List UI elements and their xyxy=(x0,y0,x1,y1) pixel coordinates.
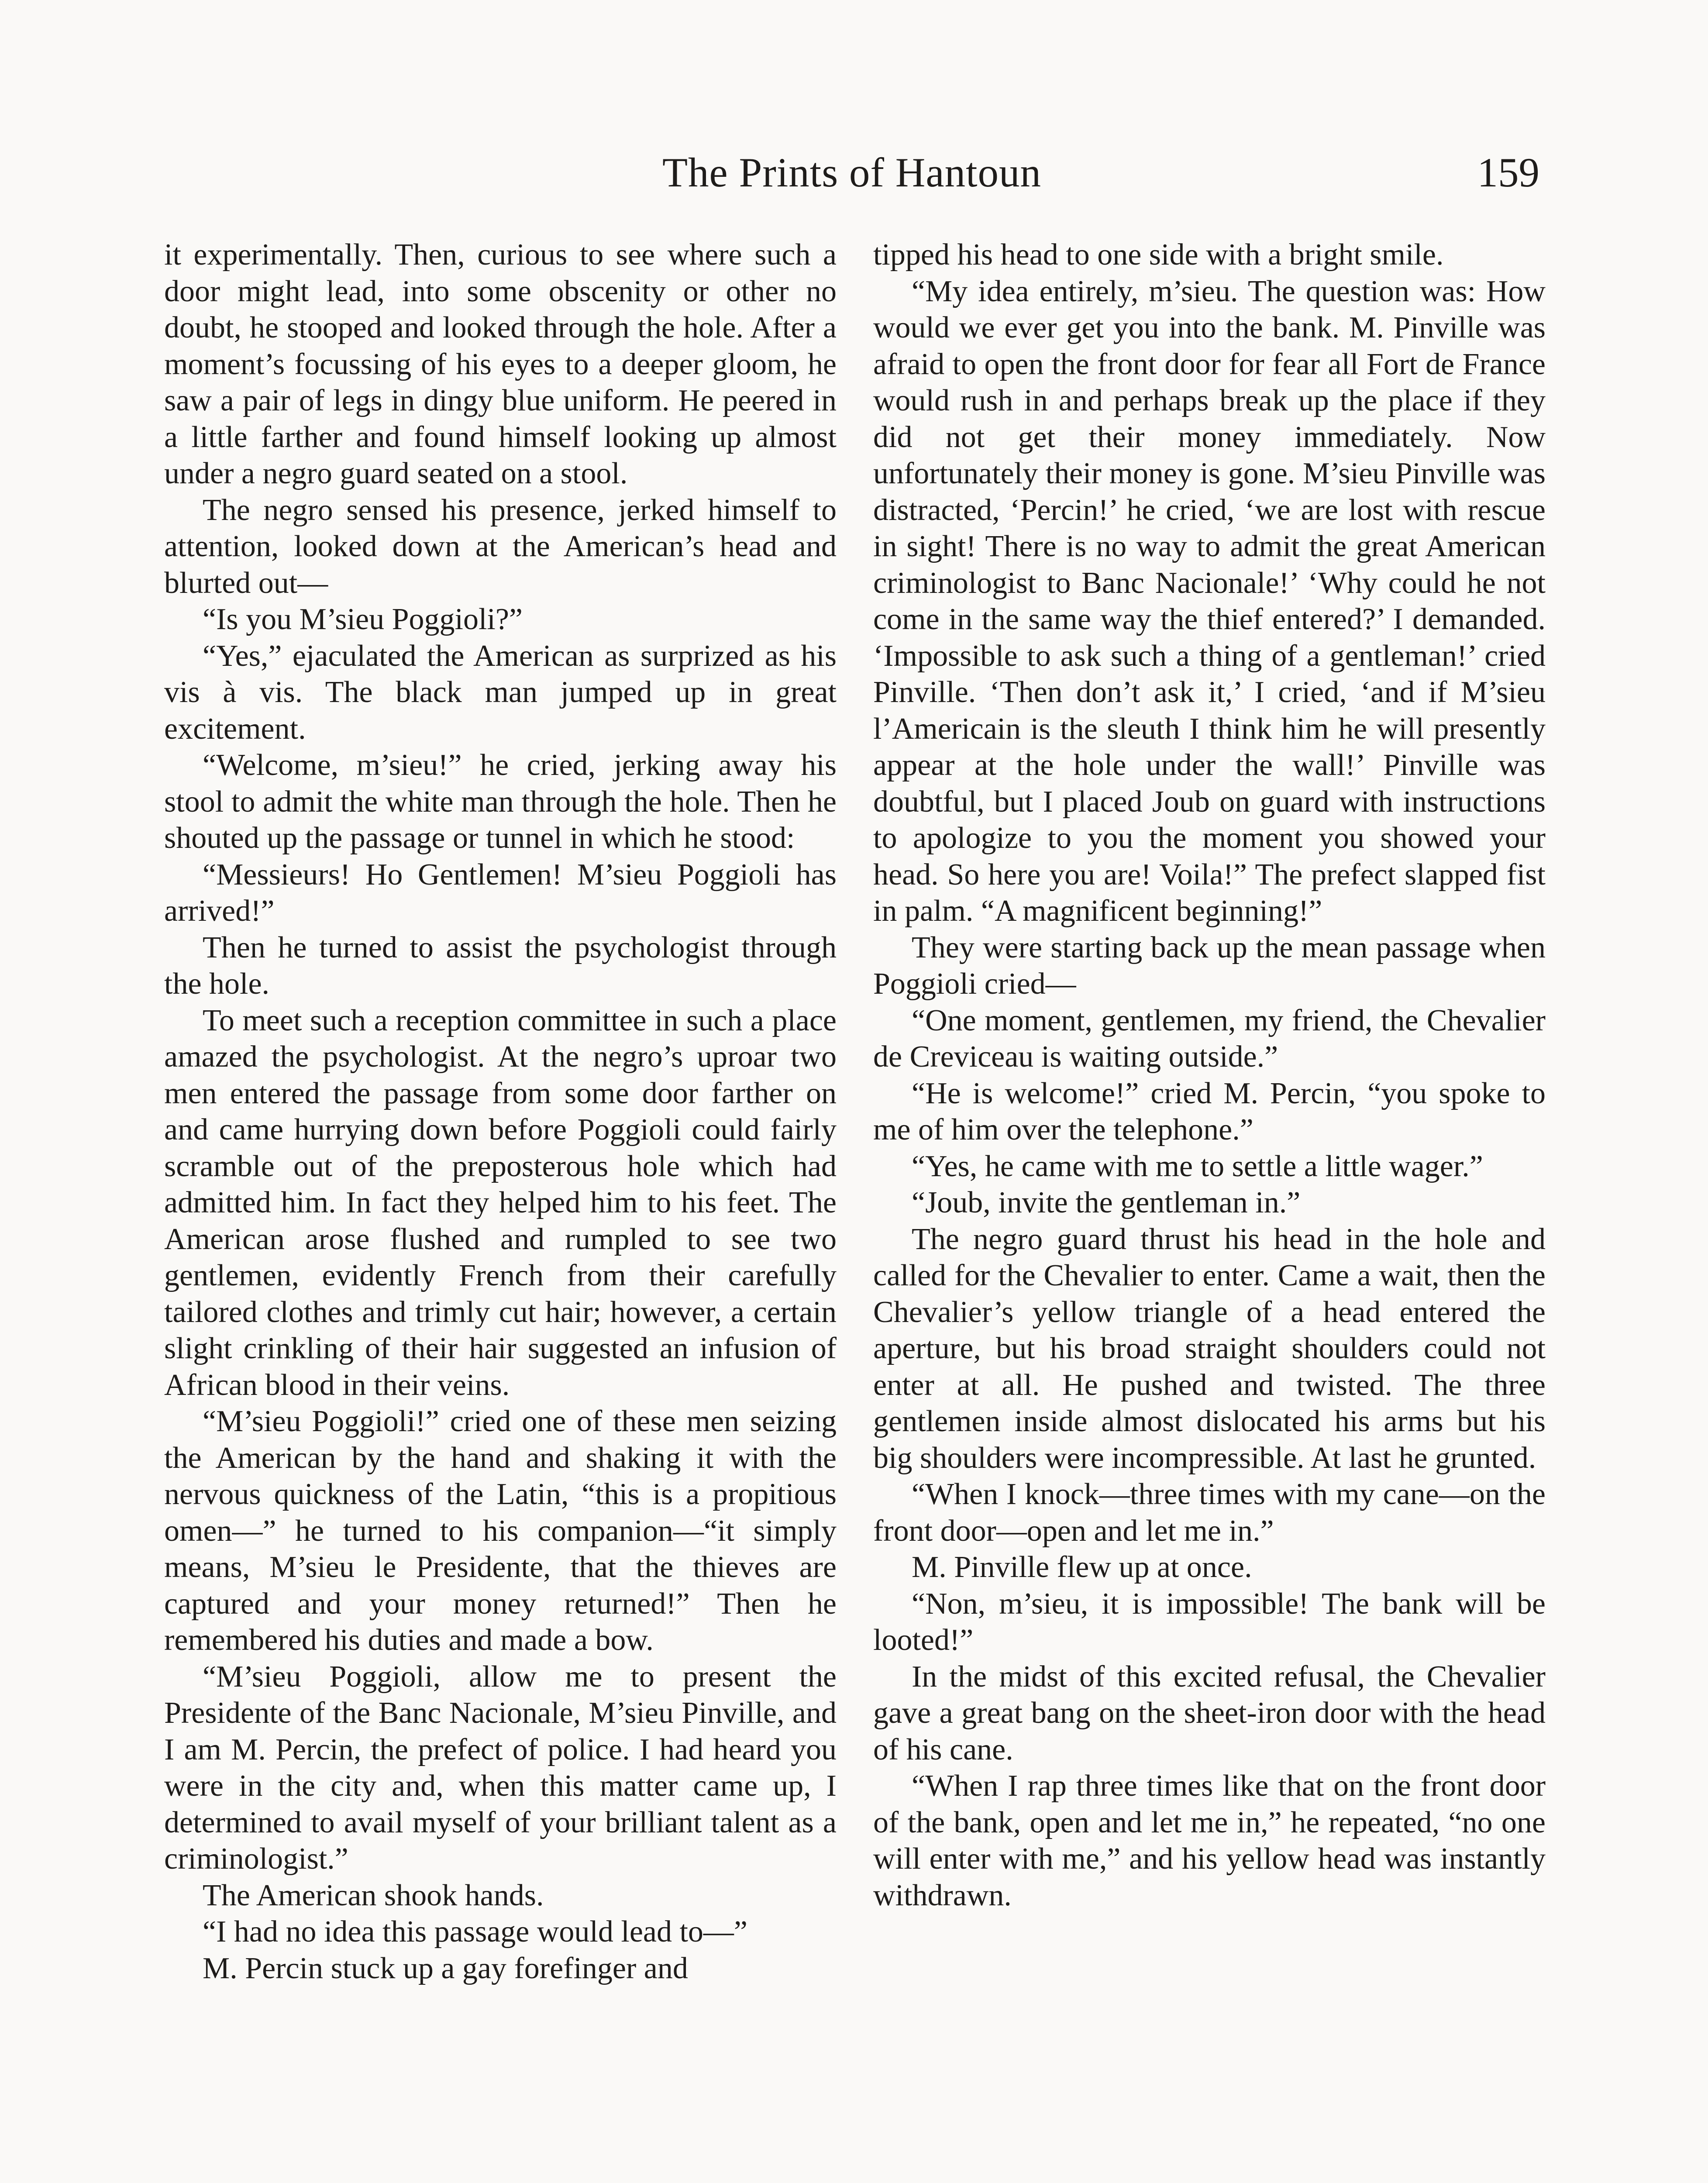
page-number: 159 xyxy=(1477,149,1539,196)
paragraph: “One moment, gentlemen, my friend, the Chevalier de Creviceau is waiting outside.” xyxy=(873,1003,1546,1074)
paragraph: In the midst of this excited refusal, the Chevalier gave a great bang on the sheet-iron door with the head of his cane. xyxy=(873,1660,1546,1766)
paragraph: M. Pinville flew up at once. xyxy=(912,1550,1252,1584)
paragraph: The negro guard thrust his head in the hole and called for the Chevalier to enter. Came a wait, then the Chevalier’s yellow triangle of a head entered the aperture, but his broad straight shoulders could not enter at all. He pushed and twisted. The three gentlemen inside almost dislocated his arms but his big shoulders were incompressible. At last he grunted. xyxy=(873,1222,1546,1475)
paragraph: “I had no idea this passage would lead to—” xyxy=(203,1915,747,1949)
paragraph: “My idea entirely, m’sieu. The question was: How would we ever get you into the bank. M. Pinville was afraid to open the front door for fear all Fort de France would rush in and perhaps break up the place if they did not get their money immediately. Now unfortunately their money is gone. M’sieu Pinville was distracted, ‘Percin!’ he cried, ‘we are lost with rescue in sight! There is no way to admit the great American criminologist to Banc Nacionale!’ ‘Why could he not come in the same way the thief entered?’ I demanded. ‘Impossible to ask such a thing of a gentleman!’ cried Pinville. ‘Then don’t ask it,’ I cried, ‘and if M’sieu l’Americain is the sleuth I think him he will presently appear at the hole under the wall!’ Pinville was doubtful, but I placed Joub on guard with instructions to apologize to you the moment you showed your head. So here you are! Voila!” The prefect slapped fist in palm. “A magnificent beginning!” xyxy=(873,274,1546,928)
paragraph: “Welcome, m’sieu!” he cried, jerking away his stool to admit the white man through the hole. Then he shouted up the passage or tunnel in which he stood: xyxy=(164,748,837,855)
paragraph: “Yes,” ejaculated the American as surprized as his vis à vis. The black man jumped up in great excitement. xyxy=(164,639,837,746)
paragraph: “When I rap three times like that on the front door of the bank, open and let me in,” he repeated, “no one will enter with me,” and his yellow head was instantly withdrawn. xyxy=(873,1769,1546,1912)
paragraph: The negro sensed his presence, jerked himself to attention, looked down at the American’s head and blurted out— xyxy=(164,493,837,600)
paragraph: “M’sieu Poggioli, allow me to present the Presidente of the Banc Nacionale, M’sieu Pinville, and I am M. Percin, the prefect of police. I had heard you were in the city and, when this matter came up, I determined to avail myself of your brilliant talent as a criminologist.” xyxy=(164,1660,837,1876)
paragraph: “He is welcome!” cried M. Percin, “you spoke to me of him over the telephone.” xyxy=(873,1076,1546,1147)
paragraph: tipped his head to one side with a bright smile. xyxy=(873,238,1444,272)
paragraph: it experimentally. Then, curious to see where such a door might lead, into some obscenity or other no doubt, he stooped and looked through the hole. After a moment’s focussing of his eyes to a deeper gloom, he saw a pair of legs in dingy blue uniform. He peered in a little farther and found himself looking up almost under a negro guard seated on a stool. xyxy=(164,238,837,490)
paragraph: Then he turned to assist the psychologist through the hole. xyxy=(164,930,837,1001)
paragraph: The American shook hands. xyxy=(203,1878,544,1912)
paragraph: To meet such a reception committee in such a place amazed the psychologist. At the negro’s uproar two men entered the passage from some door farther on and came hurrying down before Poggioli could fairly scramble out of the preposterous hole which had admitted him. In fact they helped him to his feet. The American arose flushed and rumpled to see two gentlemen, evidently French from their carefully tailored clothes and trimly cut hair; however, a certain slight crinkling of their hair suggested an infusion of African blood in their veins. xyxy=(164,1003,837,1402)
paragraph: M. Percin stuck up a gay forefinger and xyxy=(203,1951,688,1985)
paragraph: They were starting back up the mean passage when Poggioli cried— xyxy=(873,930,1546,1001)
paragraph: “Non, m’sieu, it is impossible! The bank will be looted!” xyxy=(873,1587,1546,1657)
left-text-column xyxy=(164,237,837,2183)
paragraph: “Joub, invite the gentleman in.” xyxy=(912,1186,1301,1219)
paragraph: “When I knock—three times with my cane—on the front door—open and let me in.” xyxy=(873,1477,1546,1548)
paragraph: “M’sieu Poggioli!” cried one of these men seizing the American by the hand and shaking it with the nervous quickness of the Latin, “this is a propitious omen—” he turned to his companion—“it simply means, M’sieu le Presidente, that the thieves are captured and your money returned!” Then he remembered his duties and made a bow. xyxy=(164,1405,837,1657)
paragraph: “Yes, he came with me to settle a little wager.” xyxy=(912,1149,1483,1183)
paragraph: “Is you M’sieu Poggioli?” xyxy=(203,603,523,636)
page-header xyxy=(164,144,1539,201)
right-text-column xyxy=(873,237,1546,2183)
paragraph: “Messieurs! Ho Gentlemen! M’sieu Poggioli has arrived!” xyxy=(164,857,837,928)
running-title: The Prints of Hantoun xyxy=(662,149,1041,196)
